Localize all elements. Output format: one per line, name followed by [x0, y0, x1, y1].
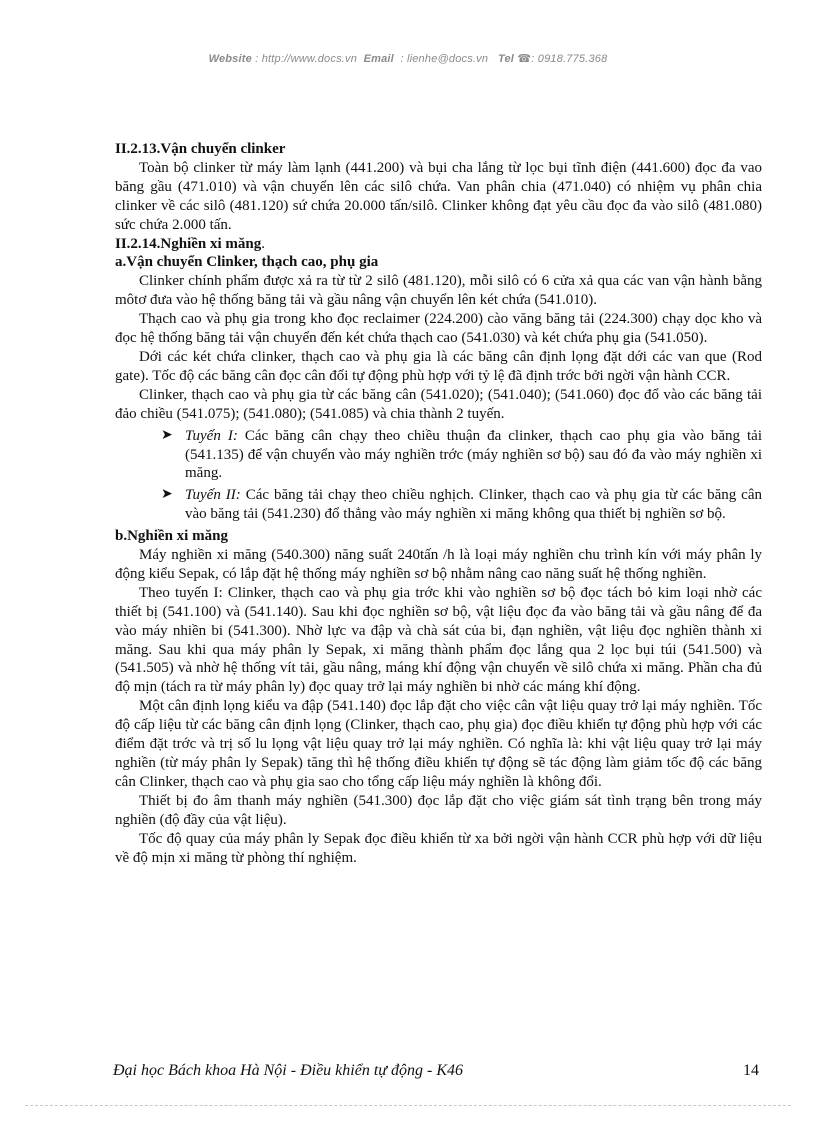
page-number: 14 [743, 1062, 759, 1079]
route-2-label: Tuyến II: [185, 487, 241, 504]
website-label: Website [208, 53, 252, 65]
paragraph: Thiết bị đo âm thanh máy nghiền (541.300) đọc lắp đặt cho việc giám sát tình trạng bên trong máy nghiền (độ đầy của vật liệu). [115, 792, 762, 828]
route-2-text: Các băng tải chạy theo chiều nghịch. Clinker, thạch cao và phụ gia từ các băng cân vào băng tải (541.230) đổ thẳng vào máy nghiền xi măng không qua thiết bị nghiền sơ bộ. [185, 487, 762, 523]
document-body [115, 140, 762, 867]
bullet-item-route-1 [161, 427, 762, 484]
tel-label: Tel [497, 53, 515, 65]
arrowhead-bullet-icon: ➤ [161, 487, 173, 503]
paragraph: Tốc độ quay của máy phân ly Sepak đọc điều khiển từ xa bởi ngời vận hành CCR phù hợp với dữ liệu về độ mịn xi măng từ phòng thí nghiệm. [115, 830, 762, 866]
subsection-b-heading: b.Nghiền xi măng [115, 528, 228, 545]
website-header [0, 52, 816, 65]
route-1-text: Các băng cân chạy theo chiều thuận đa clinker, thạch cao phụ gia vào băng tải (541.135) để vận chuyển vào máy nghiền trớc (máy nghiền sơ bộ) sau đó đa vào máy nghiền xi măng. [185, 427, 762, 482]
section-2-2-13-heading: II.2.13.Vận chuyển clinker [115, 141, 286, 157]
paragraph: Theo tuyến I: Clinker, thạch cao và phụ gia trớc khi vào nghiền sơ bộ đọc tách bỏ kim loại nhờ các thiết bị (541.100) và (541.140). Sau khi đọc nghiền sơ bộ, vật liệu đọc đa vào băng tải và gầu nâng để đa vào máy nhiền bi (541.300). Nhờ lực va đập và chà sát của bi, đạn nghiền, vật liệu đọc nghiền thành xi măng. Sau khi qua máy phân ly Sepak, xi măng thành phẩm đọc lắng qua 2 lọc bụi túi (541.500) và (541.505) và nhờ hệ thống vít tải, gầu nâng, máng khí động vận chuyển về silô chứa xi măng. Phần cha đủ độ mịn (tách ra từ máy phân ly) đọc quay trở lại máy nghiền bi nhờ các máng khí động. [115, 584, 762, 696]
footer-institution: Đại học Bách khoa Hà Nội - Điều khiển tự động - K46 [113, 1062, 463, 1079]
route-1-label: Tuyến I: [185, 427, 238, 444]
paragraph: Clinker, thạch cao và phụ gia từ các băng cân (541.020); (541.040); (541.060) đọc đổ vào các băng tải đảo chiều (541.075); (541.080); (541.085) và chia thành 2 tuyến. [115, 386, 762, 422]
heading-period: . [261, 235, 266, 252]
tel-number: : 0918.775.368 [531, 53, 608, 65]
website-url[interactable]: : http://www.docs.vn [255, 53, 358, 65]
email-address[interactable]: : lienhe@docs.vn [400, 53, 489, 65]
section-2-2-14-title: II.2.14.Nghiền xi măng [115, 235, 262, 252]
paragraph: Thạch cao và phụ gia trong kho đọc reclaimer (224.200) cào văng băng tải (224.300) chạy dọc kho và đọc hệ thống băng tải vận chuyển đến két chứa thạch cao (541.030) và két chứa phụ gia (541.050). [115, 311, 762, 347]
paragraph: Dới các két chứa clinker, thạch cao và phụ gia là các băng cân định lọng đặt dới các van que (Rod gate). Tốc độ các băng cân đọc cân đối tự động phù hợp với tỷ lệ đã định trớc bởi ngời vận hành CCR. [115, 348, 762, 384]
paragraph: Một cân định lọng kiểu va đập (541.140) đọc lắp đặt cho việc cân vật liệu quay trở lại máy nghiền. Tốc độ cấp liệu từ các băng cân định lọng (Clinker, thạch cao, phụ gia) đọc điều khiển tự động phù hợp với các điểm đặt trớc và trị số lu lọng vật liệu quay trở lại máy nghiền. Có nghĩa là: khi vật liệu quay trở lại máy nghiền (từ máy phân ly Sepak) tăng thì hệ thống điều khiển tự động sẽ tác động làm giảm tốc độ các băng cân Clinker, thạch cao và phụ gia sao cho tổng cấp liệu máy nghiền là không đổi. [115, 698, 762, 790]
bullet-item-route-2 [161, 486, 762, 524]
section-2-2-14-heading [115, 235, 762, 254]
paragraph: Toàn bộ clinker từ máy làm lạnh (441.200) và bụi cha lắng từ lọc bụi tĩnh điện (441.600) đọc đa vao băng gầu (471.010) và vận chuyển lên các silô chứa. Van phân chia (471.040) có nhiệm vụ phân chia clinker về các silô (481.120) sứ chứa 20.000 tấn/silô. Clinker không đạt yêu cầu đọc đa vào silô (481.080) sức chứa 2.000 tấn. [115, 159, 762, 233]
footer-divider [25, 1105, 791, 1106]
email-label: Email [363, 53, 394, 65]
subsection-a-heading: a.Vận chuyển Clinker, thạch cao, phụ gia [115, 254, 379, 271]
arrowhead-bullet-icon: ➤ [161, 427, 173, 443]
phone-icon: ☎ [517, 53, 532, 65]
paragraph: Máy nghiền xi măng (540.300) năng suất 240tấn /h là loại máy nghiền chu trình kín với máy phân ly động kiểu Sepak, có lắp đặt hệ thống máy nghiền sơ bộ nhằm nâng cao năng suất hệ thống nghiền. [115, 547, 762, 582]
paragraph: Clinker chính phẩm được xả ra từ từ 2 silô (481.120), mỗi silô có 6 cửa xả qua các van vận hành bằng môtơ đưa vào hệ thống băng tải và gầu nâng vận chuyển lên két chứa (541.010). [115, 273, 762, 309]
